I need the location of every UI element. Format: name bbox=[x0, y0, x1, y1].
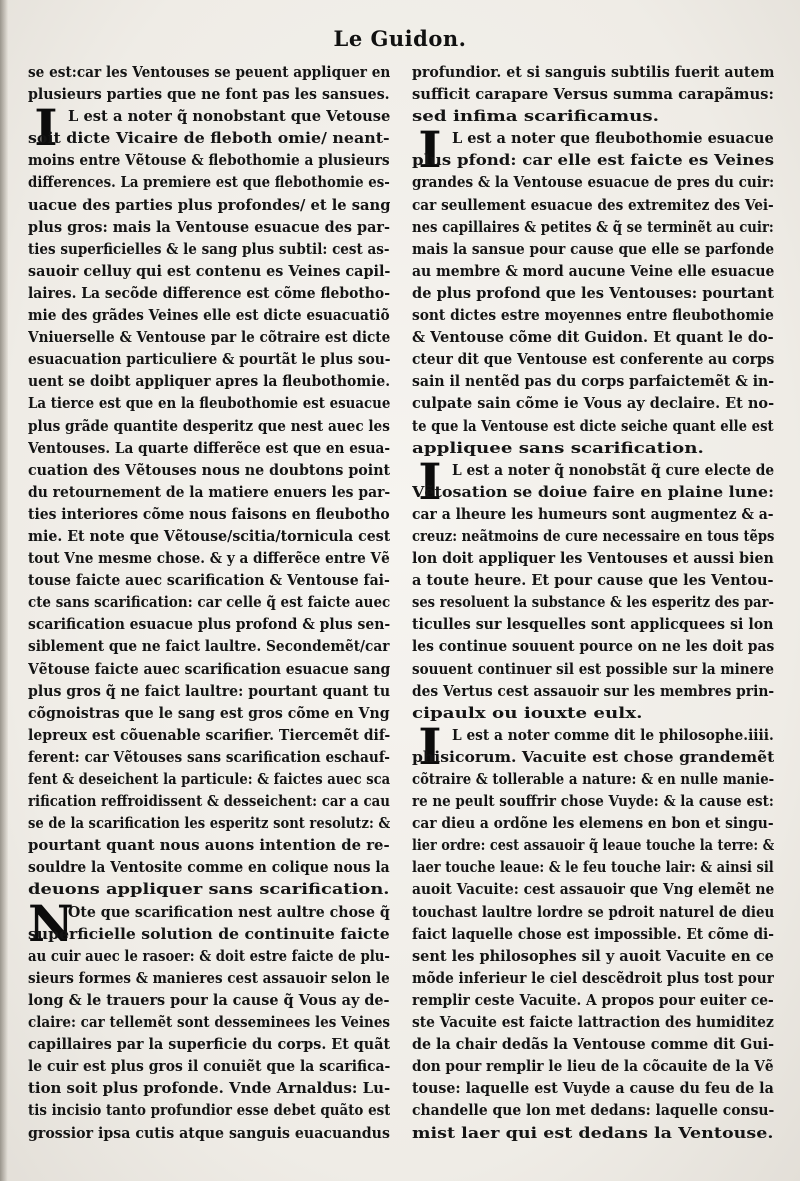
text-line: sieurs formes & manieres cest assauoir selon le bbox=[28, 969, 390, 987]
text-line: appliquee sans scarification. bbox=[412, 439, 704, 457]
text-line: ses resoluent la substance & les esperitz des par- bbox=[412, 594, 774, 612]
text-line: cipaulx ou iouxte eulx. bbox=[412, 704, 643, 722]
text-line: Vẽtouse faicte auec scarification esuacue sang bbox=[28, 660, 390, 678]
text-line: esuacuation particuliere & pourtãt le plus sou- bbox=[28, 351, 390, 369]
text-line: capillaires par la superficie du corps. Et quãt bbox=[28, 1036, 390, 1054]
text-line: rification reffroidissent & desseichent: car a cau bbox=[28, 793, 390, 811]
text-line: sauoir celluy qui est contenu es Veines capil- bbox=[28, 262, 390, 280]
text-line: ferent: car Vẽtouses sans scarification eschauf- bbox=[28, 748, 390, 766]
text-line: L est a noter que fleubothomie esuacue bbox=[452, 130, 774, 148]
text-line: phisicorum. Vacuite est chose grandemẽt bbox=[412, 748, 774, 766]
text-line: pourtant quant nous auons intention de re- bbox=[28, 837, 390, 855]
text-line: mais la sansue pour cause que elle se parfonde bbox=[412, 240, 774, 258]
text-line: nes capillaires & petites & q̃ se terminẽt au cuir: bbox=[412, 218, 774, 236]
text-line: scarification esuacue plus profond & plus sen- bbox=[28, 616, 390, 634]
drop-capital: N bbox=[28, 893, 74, 953]
text-line: cteur dit que Ventouse est conferente au corps bbox=[412, 351, 774, 369]
text-line: cõgnoistras que le sang est gros cõme en Vng bbox=[28, 704, 390, 722]
text-line: car dieu a ordõne les elemens en bon et singu- bbox=[412, 815, 774, 833]
text-line: du retournement de la matiere enuers les par- bbox=[28, 483, 390, 501]
text-line: sain il nentẽd pas du corps parfaictemẽt & in- bbox=[412, 373, 774, 391]
text-line: uent se doibt appliquer apres la fleubothomie. bbox=[28, 373, 390, 391]
left-column bbox=[28, 62, 390, 1145]
text-line: don pour remplir le lieu de la cõcauite de la Vẽ bbox=[412, 1058, 774, 1076]
text-line: tion soit plus profonde. Vnde Arnaldus: Lu- bbox=[28, 1080, 390, 1098]
text-line: tout Vne mesme chose. & y a differẽce entre Vẽ bbox=[28, 550, 390, 568]
text-line: lier ordre: cest assauoir q̃ leaue touche la terre: & bbox=[412, 837, 774, 855]
text-line: deuons appliquer sans scarification. bbox=[28, 881, 390, 899]
text-line: uacue des parties plus profondes/ et le sang bbox=[28, 196, 390, 214]
text-line: grossior ipsa cutis atque sanguis euacuandus bbox=[28, 1124, 390, 1142]
text-line: laer touche leaue: & le feu touche lair: & ainsi sil bbox=[412, 859, 774, 877]
text-line: car a lheure les humeurs sont augmentez & a- bbox=[412, 505, 774, 523]
drop-capital: I bbox=[418, 120, 442, 180]
text-line: La tierce est que en la fleubothomie est esuacue bbox=[28, 395, 390, 413]
text-line: cte sans scarification: car celle q̃ est faicte auec bbox=[28, 594, 390, 612]
text-line: ties superficielles & le sang plus subtil: cest as- bbox=[28, 240, 390, 258]
text-line: plus pfond: car elle est faicte es Veines bbox=[412, 152, 774, 170]
text-line: de la chair dedãs la Ventouse comme dit Gui- bbox=[412, 1036, 774, 1054]
text-line: sent les philosophes sil y auoit Vacuite en ce bbox=[412, 947, 774, 965]
text-line: a toute heure. Et pour cause que les Ventou- bbox=[412, 572, 774, 590]
paragraph bbox=[412, 120, 774, 459]
text-line: soit dicte Vicaire de fleboth omie/ neant- bbox=[28, 130, 390, 148]
text-line: ticulles sur lesquelles sont applicquees si lon bbox=[412, 616, 774, 634]
drop-capital: I bbox=[34, 98, 58, 158]
text-line: te que la Ventouse est dicte seiche quant elle est bbox=[412, 417, 774, 435]
paragraph bbox=[412, 451, 774, 725]
text-line: differences. La premiere est que flebothomie es- bbox=[28, 174, 390, 192]
drop-capital: I bbox=[418, 716, 442, 776]
text-line: se est:car les Ventouses se peuent appliquer en bbox=[28, 64, 390, 81]
text-line: fent & deseichent la particule: & faictes auec sca bbox=[28, 771, 390, 788]
text-line: sont dictes estre moyennes entre fleubothomie bbox=[412, 307, 774, 325]
text-line: touse faicte auec scarification & Ventouse fai- bbox=[28, 572, 390, 590]
text-line: faict laquelle chose est impossible. Et cõme di- bbox=[412, 925, 774, 943]
text-line: profundior. et si sanguis subtilis fuerit autem bbox=[412, 64, 774, 81]
text-line: touchast laultre lordre se pdroit naturel de dieu bbox=[412, 903, 774, 921]
text-line: Ote que scarification nest aultre chose q̃ bbox=[68, 903, 390, 921]
text-line: long & le trauers pour la cause q̃ Vous ay de- bbox=[28, 991, 390, 1009]
text-line: culpate sain cõme ie Vous ay declaire. Et no- bbox=[412, 395, 774, 413]
text-line: mõde inferieur le ciel descẽdroit plus tost pour bbox=[412, 969, 774, 987]
paragraph bbox=[28, 62, 390, 106]
text-line: L est a noter comme dit le philosophe.iiii. bbox=[452, 726, 774, 744]
text-line: sufficit carapare Versus summa carapãmus: bbox=[412, 86, 774, 104]
text-line: auoit Vacuite: cest assauoir que Vng elemẽt ne bbox=[412, 881, 774, 899]
text-line: des Vertus cest assauoir sur les membres prin- bbox=[412, 682, 774, 700]
text-line: de plus profond que les Ventouses: pourtant bbox=[412, 284, 774, 302]
text-line: Vniuerselle & Ventouse par le cõtraire est dicte bbox=[28, 329, 390, 347]
text-line: lon doit appliquer les Ventouses et aussi bien bbox=[412, 550, 774, 568]
text-line: souldre la Ventosite comme en colique nous la bbox=[28, 859, 390, 877]
drop-capital: I bbox=[418, 451, 442, 511]
text-line: sed infima scarificamus. bbox=[412, 108, 660, 126]
paragraph bbox=[412, 62, 774, 128]
text-line: re ne peult souffrir chose Vuyde: & la cause est: bbox=[412, 793, 774, 811]
text-line: Vẽtosation se doiue faire en plaine lune: bbox=[412, 483, 774, 501]
text-line: touse: laquelle est Vuyde a cause du feu de la bbox=[412, 1080, 774, 1098]
text-line: moins entre Vẽtouse & flebothomie a plusieurs bbox=[28, 152, 390, 170]
text-line: chandelle que lon met dedans: laquelle consu- bbox=[412, 1102, 774, 1120]
page-binding-edge bbox=[0, 0, 8, 1181]
text-line: plus gros q̃ ne faict laultre: pourtant quant tu bbox=[28, 682, 390, 700]
right-column bbox=[412, 62, 774, 1145]
text-line: les continue souuent pource on ne les doit pas bbox=[412, 638, 774, 656]
text-line: lepreux est cõuenable scarifier. Tiercemẽt dif- bbox=[28, 726, 390, 744]
text-line: grandes & la Ventouse esuacue de pres du cuir: bbox=[412, 174, 774, 192]
text-line: car seullement esuacue des extremitez des Vei- bbox=[412, 196, 774, 214]
text-line: au membre & mord aucune Veine elle esuacue bbox=[412, 262, 774, 280]
text-line: souuent continuer sil est possible sur la minere bbox=[412, 660, 774, 678]
text-line: le cuir est plus gros il conuiẽt que la scarifica- bbox=[28, 1058, 390, 1076]
paragraph bbox=[28, 893, 390, 1145]
text-line: plus grãde quantite desperitz que nest auec les bbox=[28, 417, 390, 435]
paragraph bbox=[28, 98, 390, 901]
text-line: creuz: neãtmoins de cure necessaire en tous tẽps bbox=[412, 527, 774, 545]
text-line: L est a noter q̃ nonobstãt q̃ cure electe de bbox=[452, 461, 774, 479]
text-line: claire: car tellemẽt sont desseminees les Veines bbox=[28, 1014, 390, 1032]
text-line: remplir ceste Vacuite. A propos pour euiter ce- bbox=[412, 991, 774, 1009]
text-line: Ventouses. La quarte differẽce est que en esua- bbox=[28, 439, 390, 457]
text-line: se de la scarification les esperitz sont resolutz: & bbox=[28, 815, 390, 833]
running-head: Le Guidon. bbox=[333, 26, 467, 51]
text-line: au cuir auec le rasoer: & doit estre faicte de plu- bbox=[28, 947, 390, 965]
text-line: plusieurs parties que ne font pas les sansues. bbox=[28, 86, 390, 104]
text-line: L est a noter q̃ nonobstant que Vetouse bbox=[68, 108, 390, 126]
text-line: cõtraire & tollerable a nature: & en nulle manie- bbox=[412, 771, 774, 788]
text-line: siblement que ne faict laultre. Secondemẽt/car bbox=[28, 638, 390, 656]
text-line: ties interiores cõme nous faisons en fleubotho bbox=[28, 505, 390, 523]
text-line: tis incisio tanto profundior esse debet quãto est bbox=[28, 1102, 390, 1120]
text-line: mie. Et note que Vẽtouse/scitia/tornicula cest bbox=[28, 527, 390, 545]
text-line: cuation des Vẽtouses nous ne doubtons point bbox=[28, 461, 390, 479]
text-line: mie des grãdes Veines elle est dicte esuacuatiõ bbox=[28, 307, 390, 325]
paragraph bbox=[412, 716, 774, 1145]
text-line: mist laer qui est dedans la Ventouse. bbox=[412, 1124, 774, 1142]
text-line: superficielle solution de continuite faicte bbox=[28, 925, 390, 943]
text-line: plus gros: mais la Ventouse esuacue des par- bbox=[28, 218, 390, 236]
text-line: & Ventouse cõme dit Guidon. Et quant le do- bbox=[412, 329, 774, 347]
text-line: ste Vacuite est faicte lattraction des humiditez bbox=[412, 1014, 774, 1032]
text-line: laires. La secõde difference est cõme flebotho- bbox=[28, 284, 390, 302]
